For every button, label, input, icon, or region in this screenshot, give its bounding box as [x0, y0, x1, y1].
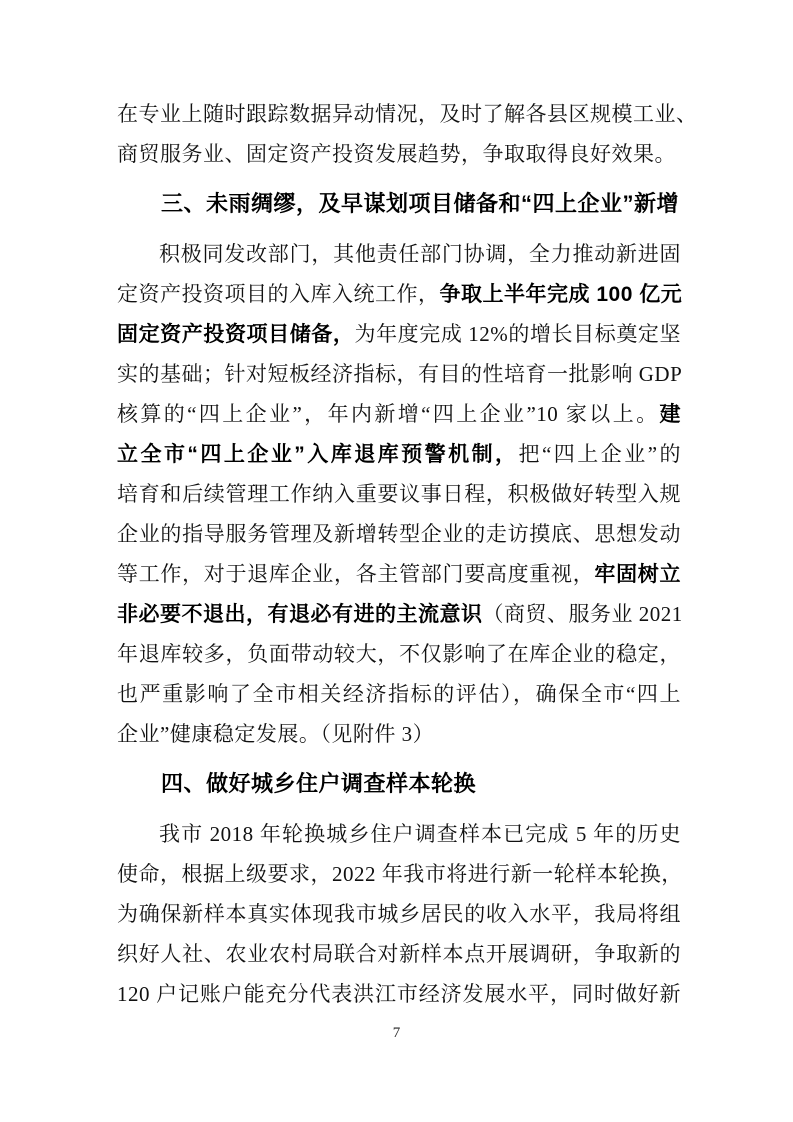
- text-run: 建: [659, 403, 681, 426]
- text-line: [117, 434, 681, 474]
- text-line: [117, 814, 681, 854]
- text-run: 把“四上企业”的: [518, 442, 681, 466]
- text-line: [117, 714, 681, 754]
- text-line: [117, 974, 681, 1014]
- section-heading: [117, 184, 681, 224]
- text-line: [117, 514, 681, 554]
- text-run: 为确保新样本真实体现我市城乡居民的收入水平，我局将组: [117, 902, 681, 926]
- text-line: [117, 354, 681, 394]
- text-run: 争取上半年完成 100 亿元: [439, 283, 683, 306]
- text-line: [117, 234, 681, 274]
- text-line: [117, 594, 681, 634]
- text-run: 牢固树立: [594, 563, 682, 586]
- document-content: [117, 0, 698, 1014]
- text-line: [117, 554, 681, 594]
- text-line: [117, 934, 681, 974]
- page-number: 7: [392, 1025, 401, 1041]
- text-run: 在专业上随时跟踪数据异动情况，及时了解各县区规模工业、: [117, 102, 698, 126]
- section-heading: [117, 764, 681, 804]
- text-line: [117, 634, 681, 674]
- text-line: [117, 894, 681, 934]
- text-line: [117, 474, 681, 514]
- text-line: [117, 674, 681, 714]
- text-run: 也严重影响了全市相关经济指标的评估），确保全市“四上: [117, 682, 681, 706]
- text-run: 企业”健康稳定发展。（见附件 3）: [117, 722, 435, 746]
- page-footer: [0, 1022, 793, 1044]
- text-run: 固定资产投资项目储备，: [117, 323, 355, 346]
- text-run: 商贸服务业、固定资产投资发展趋势，争取取得良好效果。: [117, 142, 676, 166]
- text-run: （商贸、服务业 2021: [482, 602, 683, 626]
- text-run: 为年度完成 12%的增长目标奠定坚: [354, 322, 682, 346]
- text-line: [117, 314, 681, 354]
- text-run: 年退库较多，负面带动较大，不仅影响了在库企业的稳定，: [117, 642, 681, 666]
- text-run: 我市 2018 年轮换城乡住户调查样本已完成 5 年的历史: [159, 822, 681, 846]
- text-run: 四、做好城乡住户调查样本轮换: [161, 771, 477, 796]
- text-run: 核算的“四上企业”，年内新增“四上企业”10 家以上。: [117, 402, 660, 426]
- text-run: 非必要不退出，有退必有进的主流意识: [117, 603, 483, 626]
- text-run: 定资产投资项目的入库入统工作，: [117, 282, 440, 306]
- text-run: 积极同发改部门，其他责任部门协调，全力推动新进固: [159, 242, 681, 266]
- text-run: 织好人社、农业农村局联合对新样本点开展调研，争取新的: [117, 942, 681, 966]
- text-line: [117, 134, 681, 174]
- text-run: 使命，根据上级要求，2022 年我市将进行新一轮样本轮换，: [117, 862, 683, 886]
- text-line: [117, 854, 681, 894]
- text-run: 立全市“四上企业”入库退库预警机制，: [117, 443, 519, 466]
- text-run: 120 户记账户能充分代表洪江市经济发展水平，同时做好新: [117, 982, 681, 1006]
- text-run: 实的基础；针对短板经济指标，有目的性培育一批影响 GDP: [117, 362, 683, 386]
- text-run: 培育和后续管理工作纳入重要议事日程，积极做好转型入规: [117, 482, 681, 506]
- text-line: [117, 394, 681, 434]
- text-run: 企业的指导服务管理及新增转型企业的走访摸底、思想发动: [117, 522, 681, 546]
- text-line: [117, 94, 698, 134]
- text-line: [117, 274, 681, 314]
- text-run: 三、未雨绸缪，及早谋划项目储备和“四上企业”新增: [161, 191, 680, 216]
- text-run: 等工作，对于退库企业，各主管部门要高度重视，: [117, 562, 595, 586]
